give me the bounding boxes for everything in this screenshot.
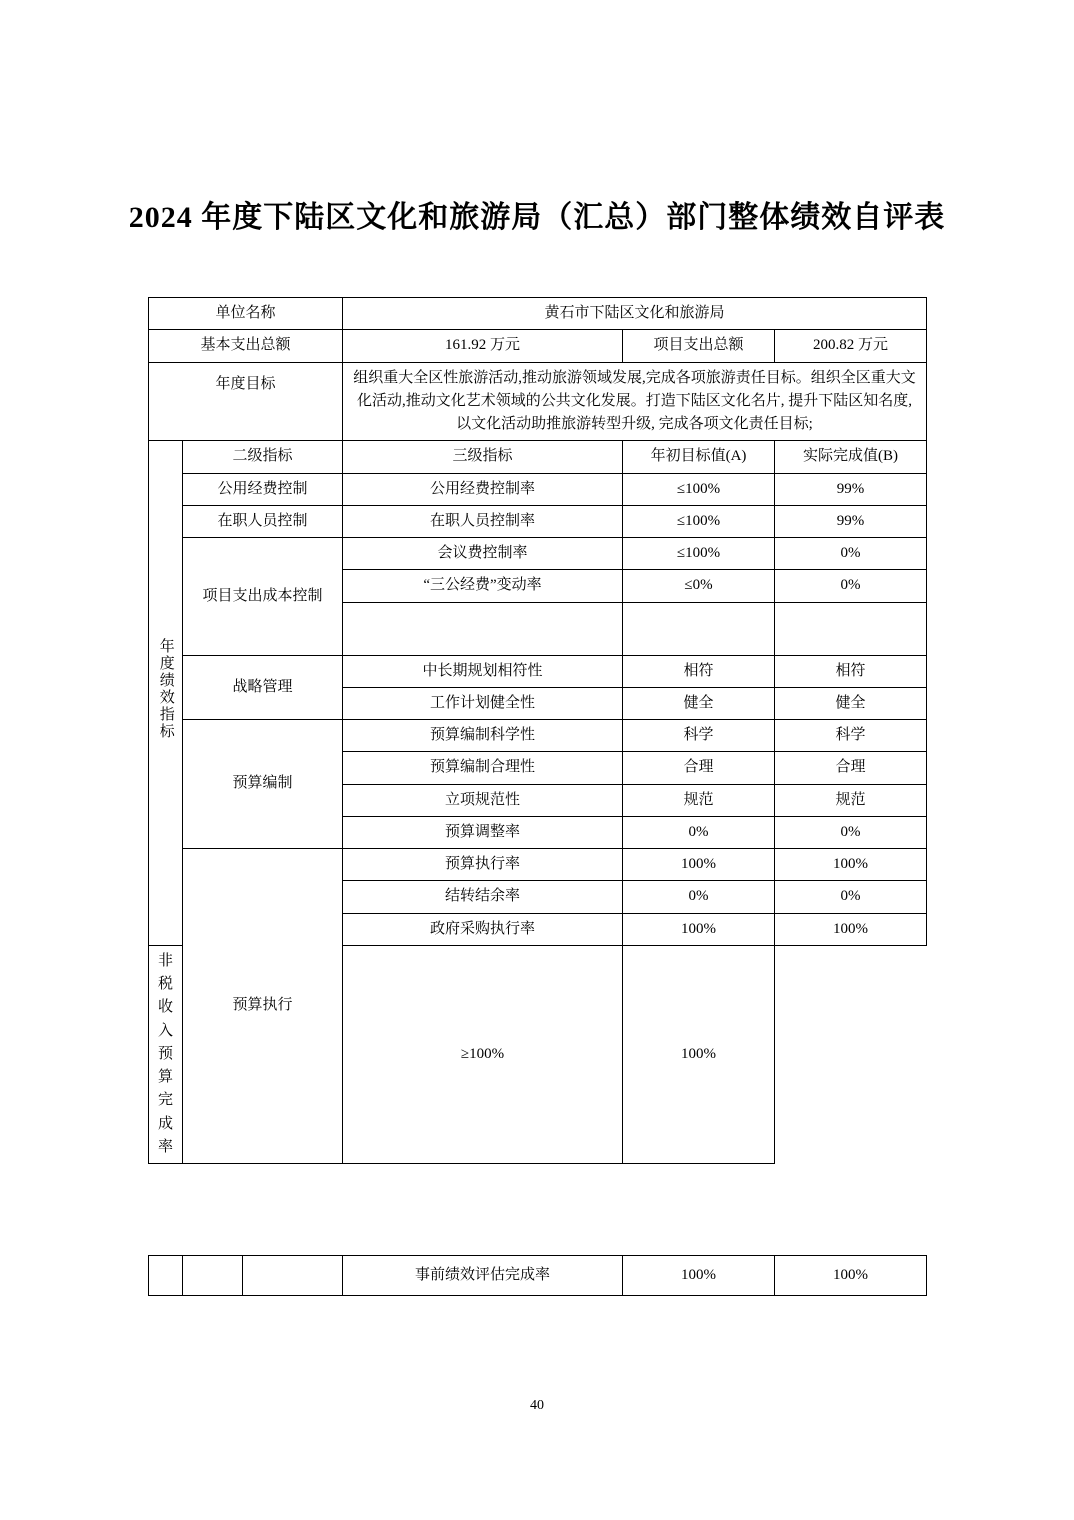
target-value: 合理 — [623, 752, 775, 784]
level3-label: 预算执行率 — [343, 849, 623, 881]
basic-expenditure-label: 基本支出总额 — [149, 330, 343, 362]
annual-goal-text: 组织重大全区性旅游活动,推动旅游领域发展,完成各项旅游责任目标。组织全区重大文化活动,推动文化艺术领域的公共文化发展。打造下陆区文化名片, 提升下陆区知名度, 以文化活动助推旅游转型升级, 完成各项文化责任目标; — [343, 362, 927, 441]
target-value — [623, 602, 775, 655]
actual-value: 100% — [775, 849, 927, 881]
actual-value: 科学 — [775, 720, 927, 752]
level2-label: 在职人员控制 — [183, 505, 343, 537]
target-value: 健全 — [623, 687, 775, 719]
actual-value: 100% — [775, 1256, 927, 1296]
header-level3: 三级指标 — [343, 441, 623, 473]
table-row-unit-name — [149, 298, 927, 330]
table-row — [149, 538, 927, 570]
level2-label: 项目支出成本控制 — [183, 538, 343, 656]
level3-label: 预算编制合理性 — [343, 752, 623, 784]
actual-value: 合理 — [775, 752, 927, 784]
actual-value: 100% — [775, 913, 927, 945]
header-actual: 实际完成值(B) — [775, 441, 927, 473]
level3-label: 中长期规划相符性 — [343, 655, 623, 687]
performance-self-assessment-table — [148, 297, 927, 1164]
unit-name-value: 黄石市下陆区文化和旅游局 — [343, 298, 927, 330]
level3-label: 结转结余率 — [343, 881, 623, 913]
level3-label: 工作计划健全性 — [343, 687, 623, 719]
actual-value: 0% — [775, 570, 927, 602]
level3-label: 立项规范性 — [343, 784, 623, 816]
target-value: 科学 — [623, 720, 775, 752]
table-row — [149, 473, 927, 505]
level3-label: 政府采购执行率 — [343, 913, 623, 945]
actual-value: 99% — [775, 505, 927, 537]
level3-label: “三公经费”变动率 — [343, 570, 623, 602]
target-value: 相符 — [623, 655, 775, 687]
actual-value: 0% — [775, 881, 927, 913]
level3-label: 预算编制科学性 — [343, 720, 623, 752]
unit-name-label: 单位名称 — [149, 298, 343, 330]
table-row-annual-goal — [149, 362, 927, 441]
level2-label: 战略管理 — [183, 655, 343, 720]
table-row — [149, 720, 927, 752]
target-value: 规范 — [623, 784, 775, 816]
level2-label: 预算编制 — [183, 720, 343, 849]
target-value: ≤100% — [623, 538, 775, 570]
header-target: 年初目标值(A) — [623, 441, 775, 473]
target-value: ≥100% — [343, 945, 623, 1163]
actual-value: 0% — [775, 816, 927, 848]
level3-label: 公用经费控制率 — [343, 473, 623, 505]
project-expenditure-value: 200.82 万元 — [775, 330, 927, 362]
level3-label: 事前绩效评估完成率 — [343, 1256, 623, 1296]
table-row — [149, 505, 927, 537]
actual-value: 相符 — [775, 655, 927, 687]
actual-value — [775, 602, 927, 655]
table-header-row-indicators — [149, 441, 927, 473]
page-title: 2024 年度下陆区文化和旅游局（汇总）部门整体绩效自评表 — [128, 201, 946, 234]
level3-label: 在职人员控制率 — [343, 505, 623, 537]
page-number: 40 — [530, 1398, 544, 1413]
header-level2: 二级指标 — [183, 441, 343, 473]
level3-label: 会议费控制率 — [343, 538, 623, 570]
target-value: 0% — [623, 816, 775, 848]
performance-table-continued — [148, 1255, 927, 1296]
target-value: ≤100% — [623, 505, 775, 537]
target-value: ≤100% — [623, 473, 775, 505]
level2-label: 公用经费控制 — [183, 473, 343, 505]
target-value: 100% — [623, 1256, 775, 1296]
table-row-expenditure — [149, 330, 927, 362]
table-row — [149, 849, 927, 881]
table-row — [149, 1256, 927, 1296]
actual-value: 健全 — [775, 687, 927, 719]
level3-label: 预算调整率 — [343, 816, 623, 848]
annual-performance-indicator-label: 年度绩效指标 — [149, 441, 183, 946]
actual-value: 0% — [775, 538, 927, 570]
target-value: 100% — [623, 849, 775, 881]
actual-value: 100% — [623, 945, 775, 1163]
annual-goal-label: 年度目标 — [149, 362, 343, 441]
actual-value: 99% — [775, 473, 927, 505]
level2-label: 预算执行 — [183, 849, 343, 1164]
target-value: ≤0% — [623, 570, 775, 602]
table-row — [149, 655, 927, 687]
target-value: 0% — [623, 881, 775, 913]
basic-expenditure-value: 161.92 万元 — [343, 330, 623, 362]
project-expenditure-label: 项目支出总额 — [623, 330, 775, 362]
empty-cell-level2b — [243, 1256, 343, 1296]
empty-cell-level2a — [183, 1256, 243, 1296]
level3-label: 非税收入预算完成率 — [149, 945, 183, 1163]
target-value: 100% — [623, 913, 775, 945]
empty-cell-indicator — [149, 1256, 183, 1296]
actual-value: 规范 — [775, 784, 927, 816]
level3-label — [343, 602, 623, 655]
